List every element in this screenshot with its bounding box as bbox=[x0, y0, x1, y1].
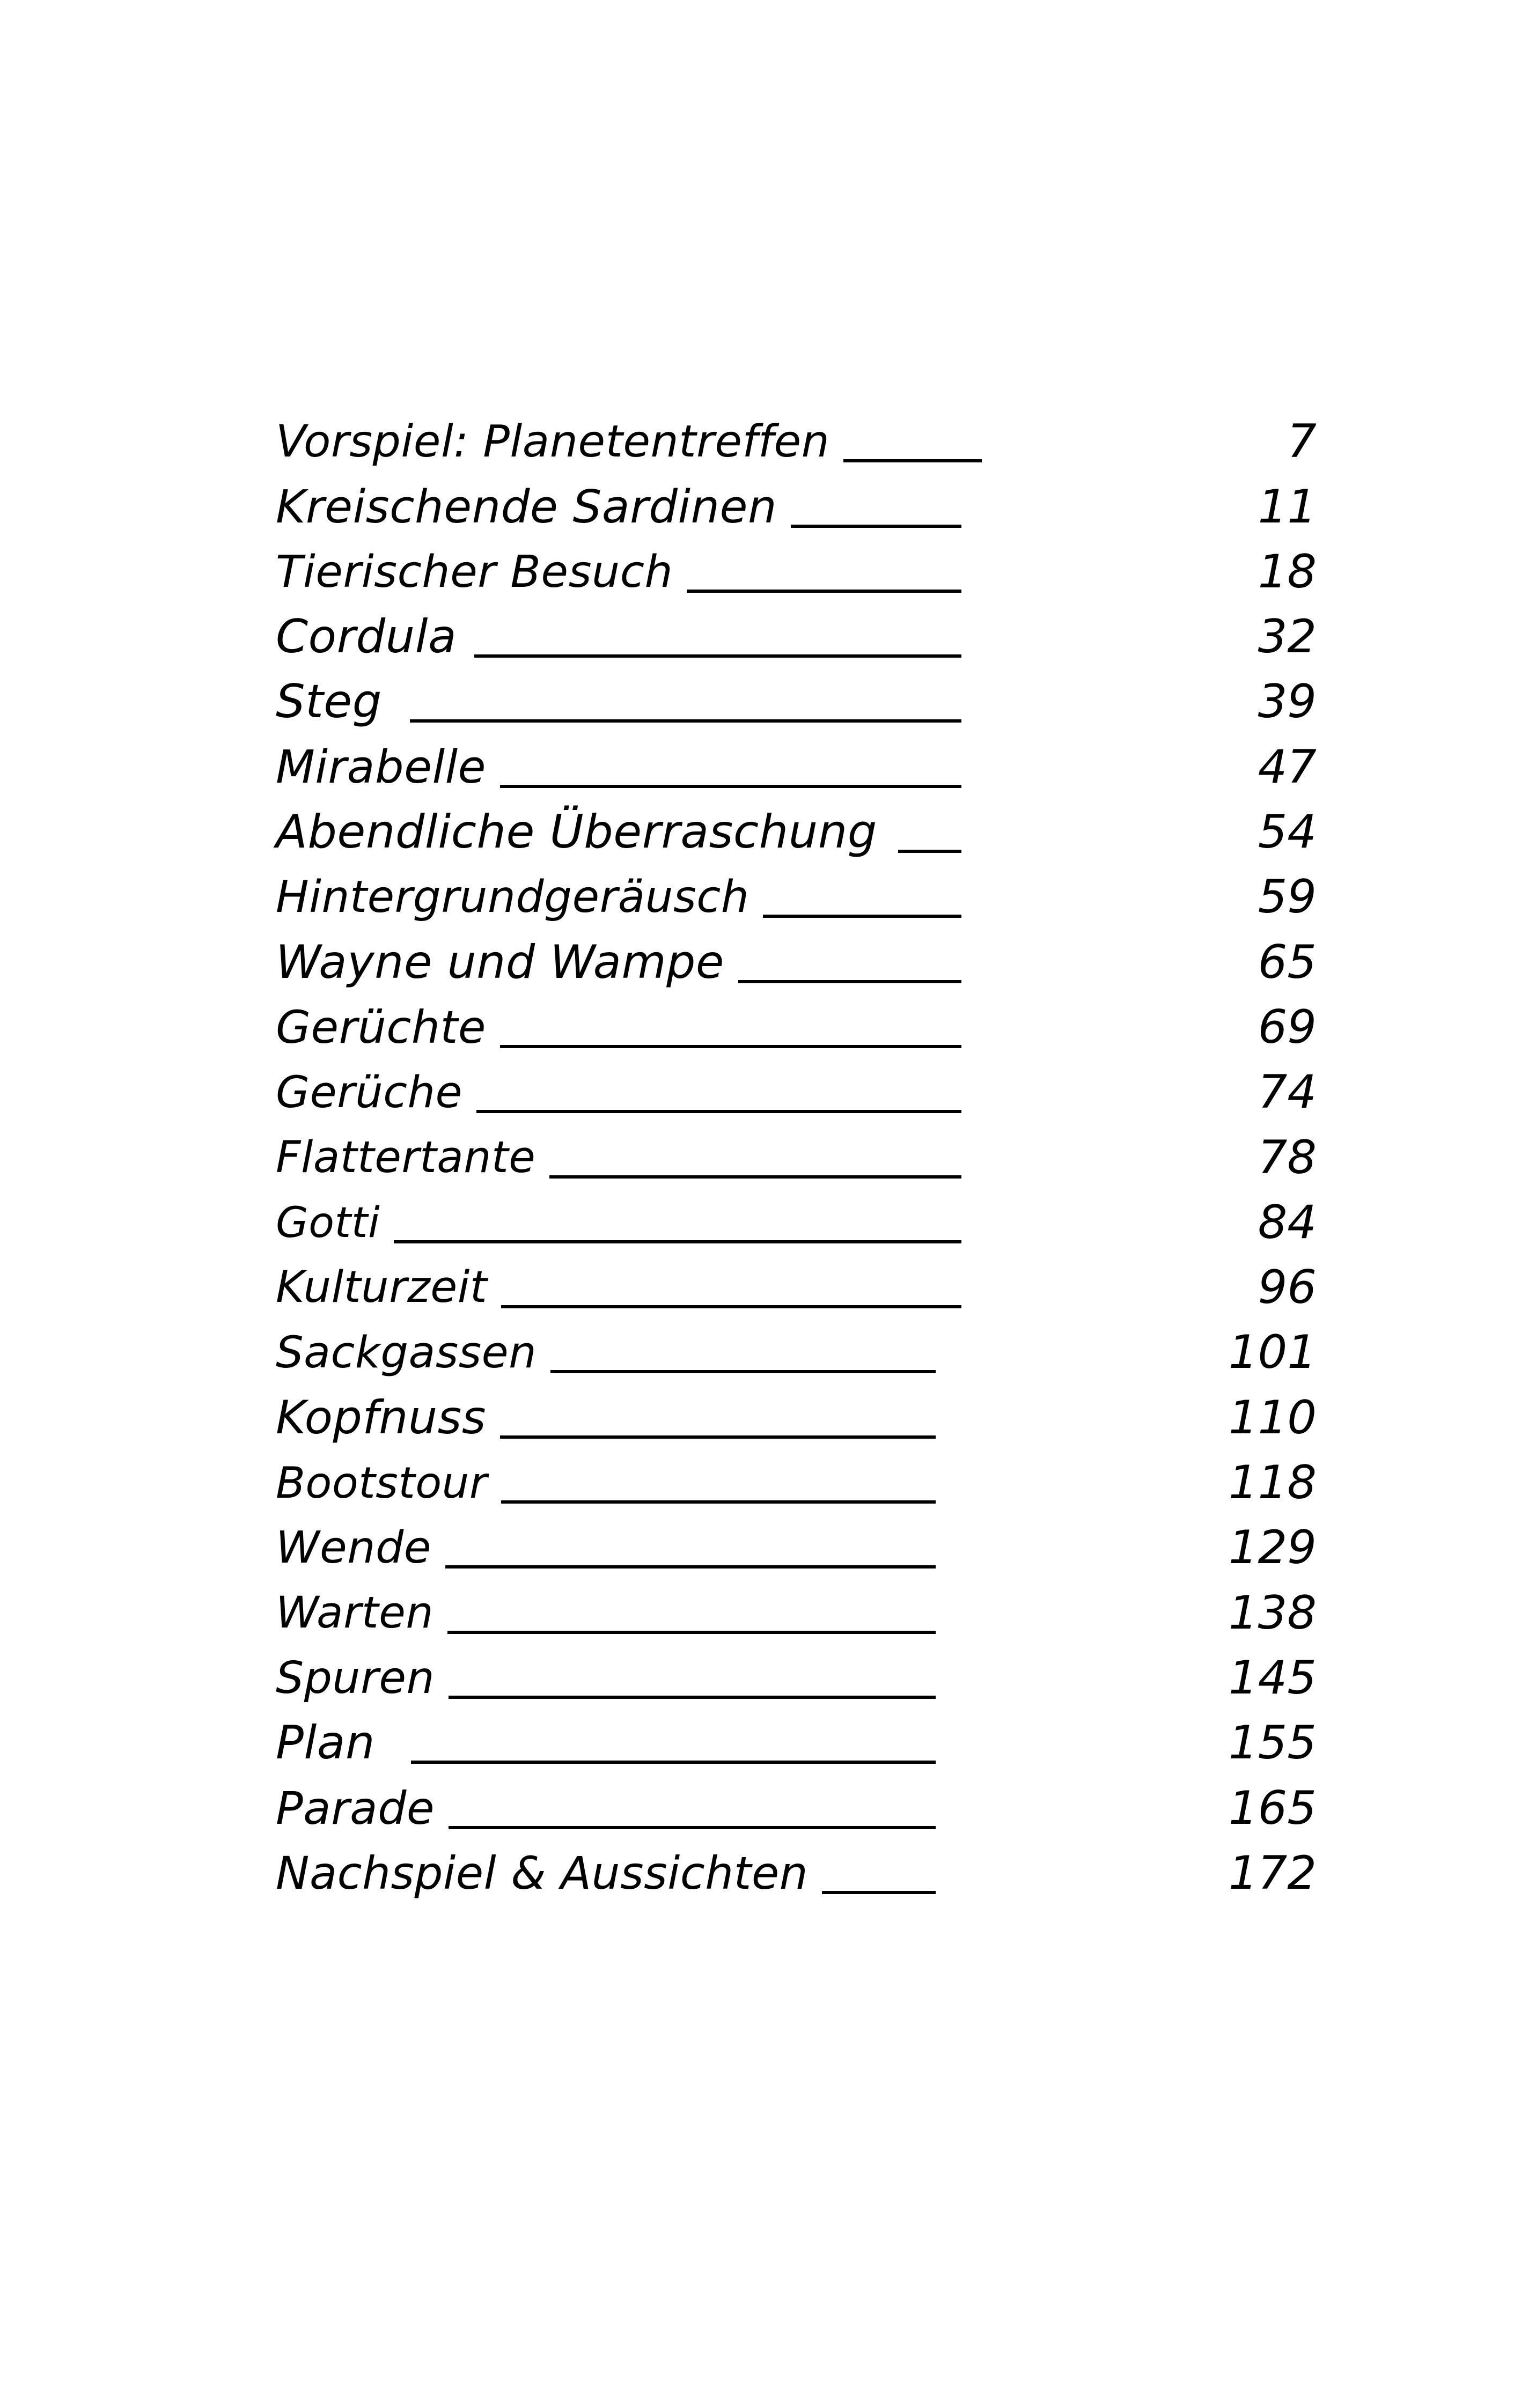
toc-entry-title: Parade bbox=[276, 1781, 435, 1835]
toc-entry-title: Abendliche Überraschung bbox=[276, 805, 877, 859]
toc-entry-leader bbox=[549, 1175, 961, 1179]
toc-entry-page: 65 bbox=[1258, 935, 1317, 989]
toc-entry-leader bbox=[411, 1761, 936, 1764]
toc-entry-leader bbox=[791, 525, 961, 528]
toc-entry-title: Mirabelle bbox=[276, 740, 487, 793]
toc-entry-leader bbox=[501, 1305, 961, 1308]
toc-entry-leader bbox=[500, 785, 961, 788]
toc-entry-title: Vorspiel: Planetentreffen bbox=[276, 416, 830, 468]
toc-entry-page: 101 bbox=[1228, 1325, 1317, 1380]
toc-entry-page: 172 bbox=[1228, 1846, 1317, 1900]
toc-entry bbox=[276, 1450, 1317, 1515]
toc-entry-page: 18 bbox=[1258, 544, 1317, 599]
toc-entry-title: Gerüchte bbox=[276, 1000, 487, 1054]
toc-entry bbox=[276, 1060, 1317, 1125]
toc-entry bbox=[276, 1125, 1317, 1190]
toc-entry bbox=[276, 930, 1317, 995]
toc-entry bbox=[276, 540, 1317, 605]
toc-entry bbox=[276, 1320, 1317, 1385]
toc-entry-page: 78 bbox=[1258, 1130, 1317, 1184]
toc-entry-leader bbox=[738, 980, 961, 983]
toc-entry-page: 54 bbox=[1258, 805, 1317, 859]
toc-entry-page: 165 bbox=[1228, 1781, 1317, 1835]
toc-entry-leader bbox=[501, 1500, 936, 1504]
toc-entry-leader bbox=[445, 1565, 936, 1568]
toc-entry-title: Kulturzeit bbox=[276, 1262, 488, 1313]
toc-entry-title: Kreischende Sardinen bbox=[276, 480, 777, 533]
toc-entry-title: Gerüche bbox=[276, 1067, 463, 1118]
toc-entry-title: Sackgassen bbox=[276, 1327, 537, 1379]
toc-entry-page: 59 bbox=[1258, 870, 1317, 924]
toc-entry bbox=[276, 1841, 1317, 1906]
toc-entry-page: 11 bbox=[1258, 480, 1317, 534]
toc-entry bbox=[276, 865, 1317, 930]
toc-entry-leader bbox=[447, 1631, 936, 1634]
toc-entry-leader bbox=[500, 1045, 961, 1048]
toc-entry-page: 84 bbox=[1258, 1195, 1317, 1249]
toc-entry-title: Warten bbox=[276, 1587, 434, 1638]
toc-entry-leader bbox=[500, 1435, 936, 1439]
toc-entry bbox=[276, 995, 1317, 1060]
toc-entry-leader bbox=[449, 1826, 936, 1829]
toc-entry bbox=[276, 1646, 1317, 1711]
toc-entry-title: Cordula bbox=[276, 610, 457, 664]
toc-entry-leader bbox=[394, 1240, 961, 1243]
toc-entry-title: Gotti bbox=[276, 1198, 380, 1247]
toc-entry bbox=[276, 605, 1317, 669]
toc-entry-leader bbox=[474, 654, 961, 658]
toc-entry-title: Wende bbox=[276, 1522, 432, 1574]
toc-entry-page: 7 bbox=[1287, 415, 1317, 469]
toc-entry-page: 118 bbox=[1228, 1456, 1317, 1510]
toc-entry-page: 138 bbox=[1228, 1586, 1317, 1640]
toc-entry bbox=[276, 1515, 1317, 1580]
toc-entry-leader bbox=[449, 1696, 936, 1699]
toc-entry-title: Nachspiel & Aussichten bbox=[276, 1846, 809, 1899]
toc-entry-title: Flattertante bbox=[276, 1132, 536, 1183]
toc-entry-leader bbox=[822, 1891, 936, 1894]
toc-entry-page: 145 bbox=[1228, 1651, 1317, 1705]
toc-entry bbox=[276, 409, 1317, 474]
toc-entry-page: 47 bbox=[1258, 740, 1317, 794]
toc-entry-page: 69 bbox=[1258, 1000, 1317, 1054]
toc-entry-page: 96 bbox=[1258, 1261, 1317, 1315]
toc-entry-leader bbox=[763, 915, 961, 918]
toc-entry bbox=[276, 1385, 1317, 1450]
toc-entry-leader bbox=[687, 590, 961, 593]
toc-entry-page: 39 bbox=[1258, 675, 1317, 729]
table-of-contents bbox=[276, 409, 1317, 1906]
toc-entry-title: Steg bbox=[276, 675, 382, 729]
toc-entry bbox=[276, 474, 1317, 539]
toc-entry-leader bbox=[843, 459, 982, 462]
toc-entry-title: Kopfnuss bbox=[276, 1390, 486, 1445]
toc-entry bbox=[276, 1255, 1317, 1320]
toc-entry bbox=[276, 669, 1317, 734]
toc-entry-page: 129 bbox=[1228, 1521, 1317, 1575]
toc-entry-page: 32 bbox=[1258, 610, 1317, 664]
toc-entry-leader bbox=[476, 1110, 961, 1113]
toc-entry-leader bbox=[898, 850, 961, 853]
toc-entry bbox=[276, 734, 1317, 799]
toc-entry-title: Bootstour bbox=[276, 1458, 488, 1508]
toc-entry bbox=[276, 1711, 1317, 1776]
toc-entry bbox=[276, 800, 1317, 865]
toc-entry-title: Tierischer Besuch bbox=[276, 546, 673, 598]
toc-entry-title: Spuren bbox=[276, 1652, 435, 1704]
toc-entry-page: 74 bbox=[1258, 1065, 1317, 1120]
toc-entry-title: Wayne und Wampe bbox=[276, 936, 724, 989]
toc-entry bbox=[276, 1776, 1317, 1840]
toc-entry bbox=[276, 1580, 1317, 1645]
toc-entry-page: 110 bbox=[1228, 1390, 1317, 1445]
toc-entry bbox=[276, 1190, 1317, 1255]
toc-entry-title: Hintergrundgeräusch bbox=[276, 872, 750, 923]
toc-entry-title: Plan bbox=[276, 1716, 375, 1770]
toc-entry-leader bbox=[410, 719, 961, 723]
toc-entry-leader bbox=[550, 1370, 936, 1373]
toc-entry-page: 155 bbox=[1228, 1716, 1317, 1770]
